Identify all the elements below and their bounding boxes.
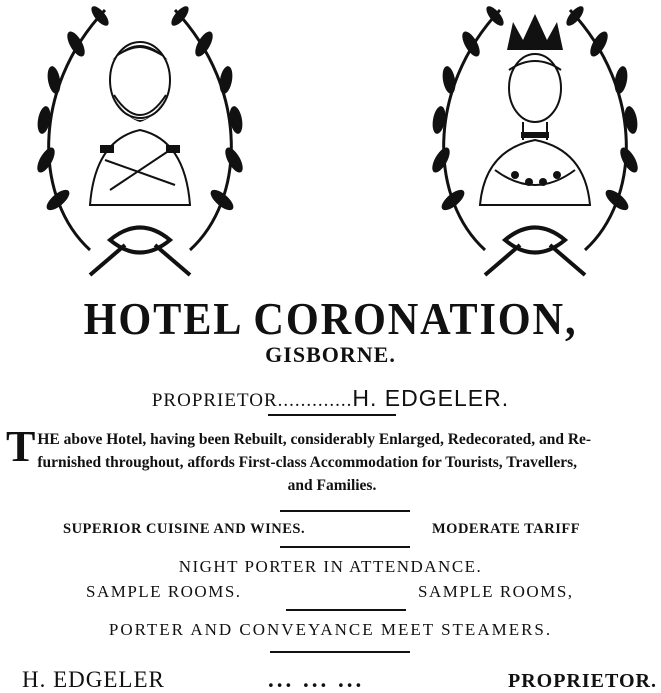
divider-rule	[270, 651, 410, 653]
king-portrait-illustration	[30, 0, 250, 285]
hotel-name-heading: HOTEL CORONATION,	[83, 293, 578, 344]
intro-line-2: furnished throughout, affords First-class Accommodation for Tourists, Travellers,	[37, 454, 577, 471]
divider-rule	[268, 414, 396, 416]
sample-rooms-left: SAMPLE ROOMS.	[86, 582, 242, 601]
town-name: GISBORNE.	[265, 342, 396, 367]
night-porter-line: NIGHT PORTER IN ATTENDANCE.	[178, 557, 483, 576]
queen-portrait-illustration	[425, 0, 645, 285]
sample-rooms-right: SAMPLE ROOMS,	[418, 582, 574, 601]
divider-rule	[286, 609, 406, 611]
footer-leader-dots: ... ... ...	[268, 667, 365, 692]
feature-tariff: MODERATE TARIFF	[432, 521, 581, 537]
proprietor-line	[0, 385, 661, 412]
feature-cuisine: SUPERIOR CUISINE AND WINES.	[63, 521, 306, 537]
proprietor-label: PROPRIETOR.............	[151, 390, 353, 411]
proprietor-name: H. EDGELER.	[352, 385, 510, 411]
intro-line-3: and Families.	[287, 477, 377, 494]
intro-paragraph	[6, 422, 658, 497]
porter-conveyance-line: PORTER AND CONVEYANCE MEET STEAMERS.	[108, 620, 553, 639]
footer-proprietor-role: PROPRIETOR.	[508, 670, 657, 692]
footer-proprietor-name: H. EDGELER	[22, 667, 165, 692]
divider-rule	[280, 510, 410, 512]
queen-portrait-wreath	[425, 0, 645, 285]
intro-dropcap: T	[6, 422, 36, 471]
divider-rule	[280, 546, 410, 548]
intro-line-1: HE above Hotel, having been Rebuilt, considerably Enlarged, Redecorated, and Re-	[37, 431, 592, 448]
king-portrait-wreath	[30, 0, 250, 285]
